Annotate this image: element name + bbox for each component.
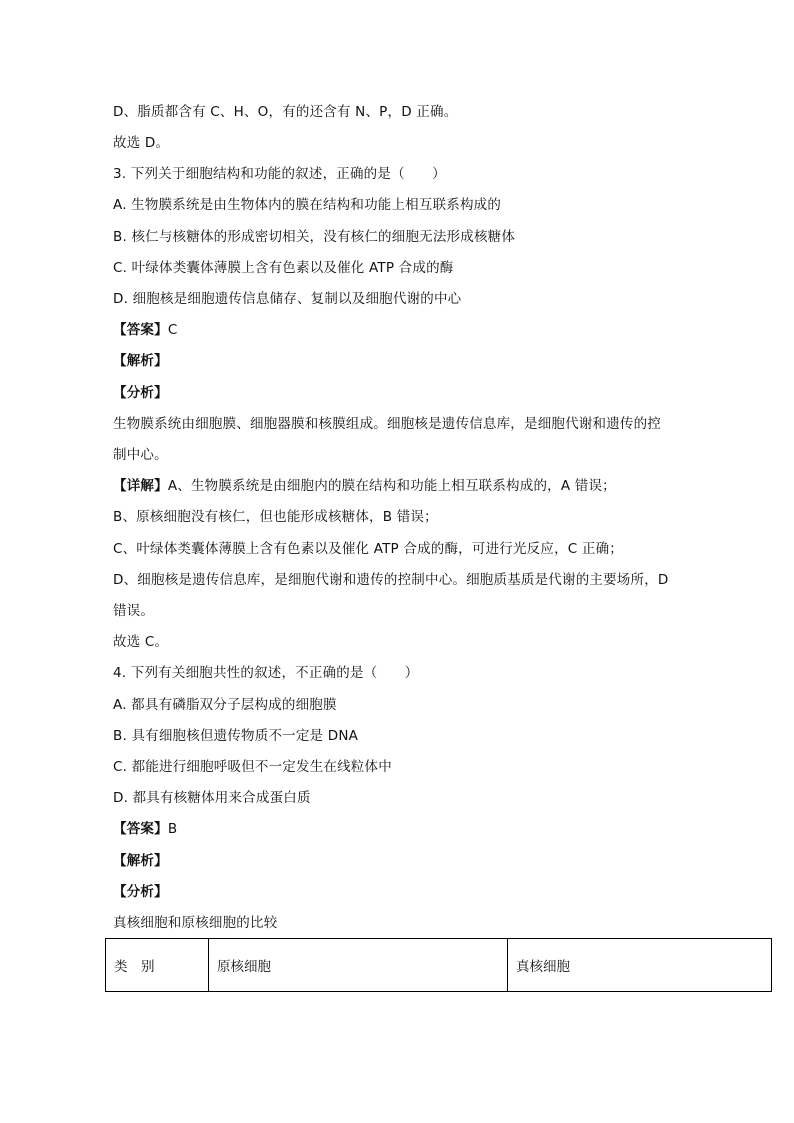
text-line: D、脂质都含有 C、H、O，有的还含有 N、P，D 正确。 bbox=[113, 104, 458, 120]
comparison-table bbox=[105, 938, 772, 992]
question-stem: 4. 下列有关细胞共性的叙述，不正确的是（ ） bbox=[113, 665, 419, 681]
text-line: C、叶绿体类囊体薄膜上含有色素以及催化 ATP 合成的酶，可进行光反应，C 正确； bbox=[113, 541, 623, 557]
answer-line bbox=[113, 321, 177, 339]
question-stem: 3. 下列关于细胞结构和功能的叙述，正确的是（ ） bbox=[113, 166, 446, 182]
option-a: A. 生物膜系统是由生物体内的膜在结构和功能上相互联系构成的 bbox=[113, 197, 502, 213]
option-d: D. 都具有核糖体用来合成蛋白质 bbox=[113, 790, 311, 806]
answer-line bbox=[113, 820, 177, 838]
analysis-tag: 【解析】 bbox=[113, 353, 168, 369]
option-a: A. 都具有磷脂双分子层构成的细胞膜 bbox=[113, 697, 337, 713]
answer-value: B bbox=[167, 821, 178, 837]
detail-text: A、生物膜系统是由细胞内的膜在结构和功能上相互联系构成的，A 错误； bbox=[167, 478, 616, 494]
text-line: 生物膜系统由细胞膜、细胞器膜和核膜组成。细胞核是遗传信息库，是细胞代谢和遗传的控 bbox=[113, 416, 661, 432]
table-header-cell: 真核细胞 bbox=[508, 939, 772, 992]
fenxi-tag: 【分析】 bbox=[113, 884, 168, 900]
answer-value: C bbox=[167, 322, 178, 338]
text-line: D、细胞核是遗传信息库，是细胞代谢和遗传的控制中心。细胞质基质是代谢的主要场所，D bbox=[113, 572, 669, 588]
table-header-cell: 类 别 bbox=[106, 939, 209, 992]
option-b: B. 核仁与核糖体的形成密切相关，没有核仁的细胞无法形成核糖体 bbox=[113, 229, 516, 245]
table-header-cell: 原核细胞 bbox=[209, 939, 508, 992]
text-line: B、原核细胞没有核仁，但也能形成核糖体，B 错误； bbox=[113, 509, 438, 525]
option-c: C. 叶绿体类囊体薄膜上含有色素以及催化 ATP 合成的酶 bbox=[113, 260, 454, 276]
option-d: D. 细胞核是细胞遗传信息储存、复制以及细胞代谢的中心 bbox=[113, 291, 462, 307]
text-line: 错误。 bbox=[113, 603, 155, 619]
detail-line bbox=[113, 477, 616, 495]
text-line: 故选 D。 bbox=[113, 135, 170, 151]
answer-tag: 【答案】 bbox=[113, 322, 168, 338]
fenxi-tag: 【分析】 bbox=[113, 385, 168, 401]
table-header-row bbox=[106, 939, 772, 992]
analysis-tag: 【解析】 bbox=[113, 853, 168, 869]
detail-tag: 【详解】 bbox=[113, 478, 168, 494]
table-caption: 真核细胞和原核细胞的比较 bbox=[113, 915, 278, 931]
option-c: C. 都能进行细胞呼吸但不一定发生在线粒体中 bbox=[113, 759, 392, 775]
option-b: B. 具有细胞核但遗传物质不一定是 DNA bbox=[113, 728, 359, 744]
text-line: 制中心。 bbox=[113, 447, 168, 463]
text-line: 故选 C。 bbox=[113, 634, 169, 650]
answer-tag: 【答案】 bbox=[113, 821, 168, 837]
